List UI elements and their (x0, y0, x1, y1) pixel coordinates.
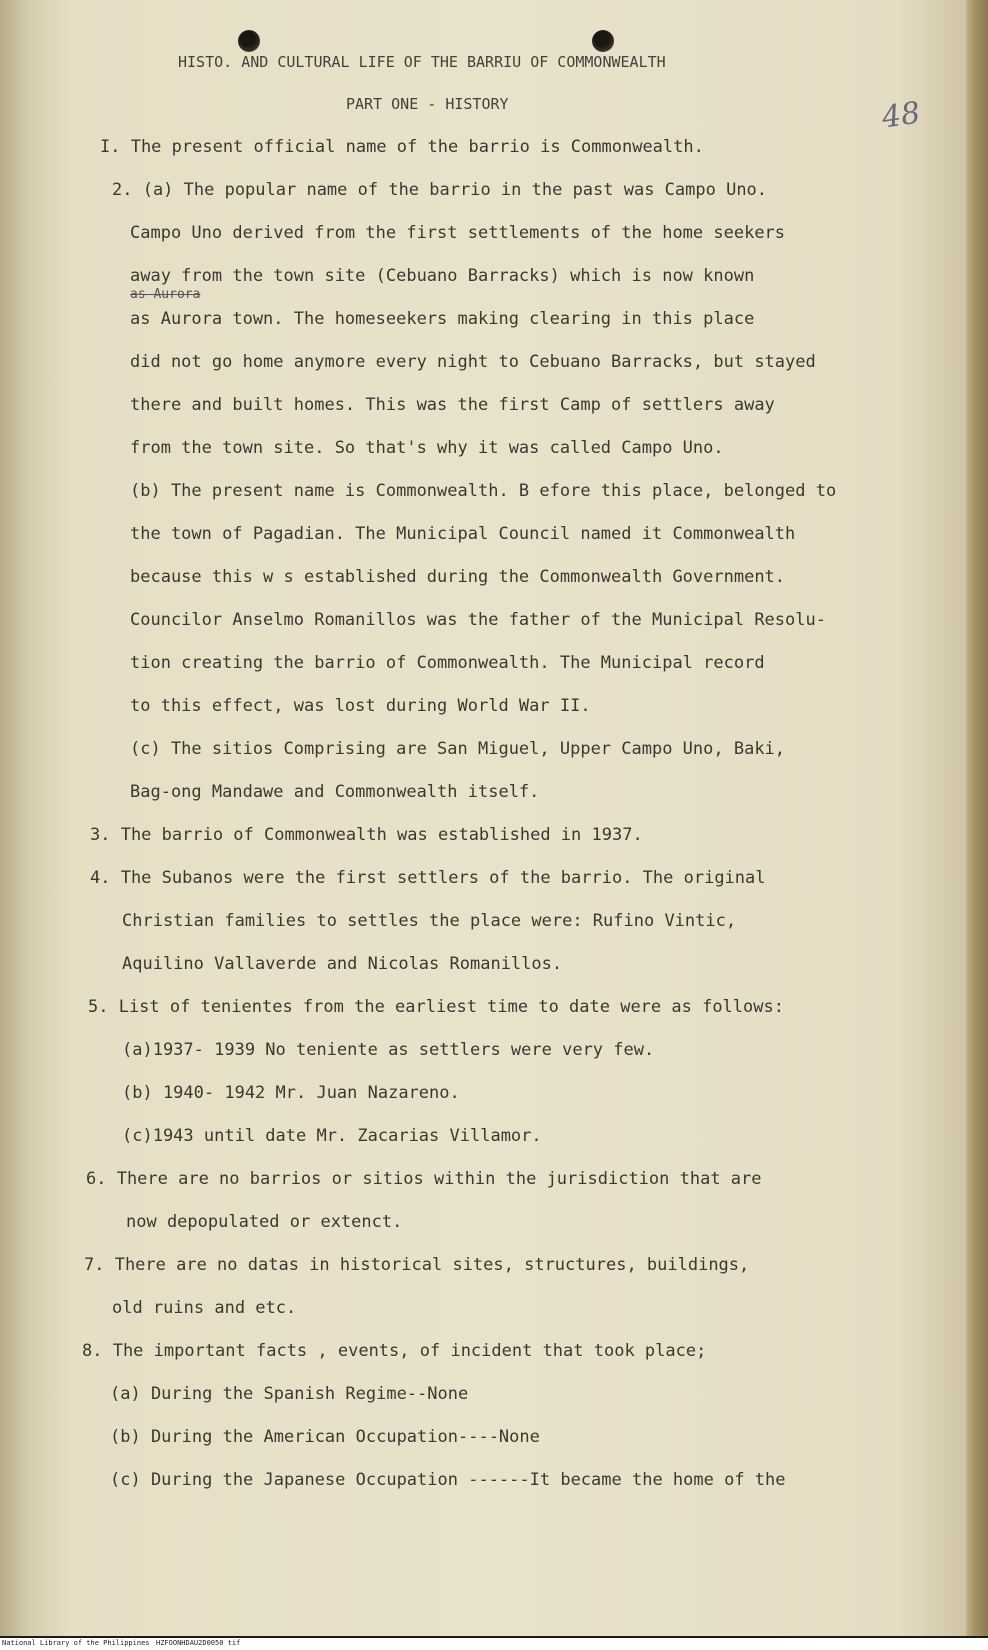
text-line: now depopulated or extenct. (126, 1212, 403, 1232)
text-line: 6. There are no barrios or sitios within the jurisdiction that are (86, 1169, 762, 1189)
text-line: from the town site. So that's why it was called Campo Uno. (130, 438, 724, 458)
text-line: 2. (a) The popular name of the barrio in the past was Campo Uno. (112, 180, 768, 200)
text-line: as Aurora town. The homeseekers making clearing in this place (130, 309, 755, 329)
text-line: there and built homes. This was the first Camp of settlers away (130, 395, 775, 415)
text-line: Campo Uno derived from the first settlements of the home seekers (130, 223, 786, 243)
text-line: 3. The barrio of Commonwealth was established in 1937. (90, 825, 643, 845)
text-line: (a) During the Spanish Regime--None (110, 1384, 469, 1404)
text-line: (c) The sitios Comprising are San Miguel, Upper Campo Uno, Baki, (130, 739, 786, 759)
text-line: (c)1943 until date Mr. Zacarias Villamor. (122, 1126, 542, 1146)
text-line: Christian families to settles the place were: Rufino Vintic, (122, 911, 737, 931)
footer-filename: HZFOONHDAU2D0050 tif (156, 1639, 241, 1647)
text-line: 7. There are no datas in historical sites, structures, buildings, (84, 1255, 750, 1275)
strikeout-text: as Aurora (130, 287, 201, 302)
text-line: I. The present official name of the barrio is Commonwealth. (100, 137, 704, 157)
text-line: (b) During the American Occupation----None (110, 1427, 540, 1447)
text-line: away from the town site (Cebuano Barracks) which is now known (130, 266, 755, 286)
text-line: (c) During the Japanese Occupation ------It became the home of the (110, 1470, 786, 1490)
text-line: the town of Pagadian. The Municipal Council named it Commonwealth (130, 524, 796, 544)
punch-hole-right (592, 30, 614, 52)
text-line: 5. List of tenientes from the earliest time to date were as follows: (88, 997, 784, 1017)
text-line: 8. The important facts , events, of incident that took place; (82, 1341, 707, 1361)
text-line: old ruins and etc. (112, 1298, 297, 1318)
text-line: Aquilino Vallaverde and Nicolas Romanillos. (122, 954, 563, 974)
punch-hole-left (238, 30, 260, 52)
text-line: to this effect, was lost during World War II. (130, 696, 591, 716)
text-line: because this w s established during the Commonwealth Government. (130, 567, 786, 587)
text-line: tion creating the barrio of Commonwealth. The Municipal record (130, 653, 765, 673)
text-line: (a)1937- 1939 No teniente as settlers were very few. (122, 1040, 655, 1060)
text-line: (b) 1940- 1942 Mr. Juan Nazareno. (122, 1083, 460, 1103)
text-line: Councilor Anselmo Romanillos was the father of the Municipal Resolu- (130, 610, 826, 630)
text-line: (b) The present name is Commonwealth. B efore this place, belonged to (130, 481, 837, 501)
page-number: 48 (879, 95, 923, 136)
text-line: Bag-ong Mandawe and Commonwealth itself. (130, 782, 540, 802)
page-edge (966, 0, 988, 1636)
text-line: did not go home anymore every night to Cebuano Barracks, but stayed (130, 352, 816, 372)
document-title: HISTO. AND CULTURAL LIFE OF THE BARRIU OF COMMONWEALTH (178, 53, 666, 71)
text-line: 4. The Subanos were the first settlers of the barrio. The original (90, 868, 766, 888)
document-subtitle: PART ONE - HISTORY (346, 95, 509, 113)
footer-library: National Library of the Philippines (2, 1639, 150, 1647)
